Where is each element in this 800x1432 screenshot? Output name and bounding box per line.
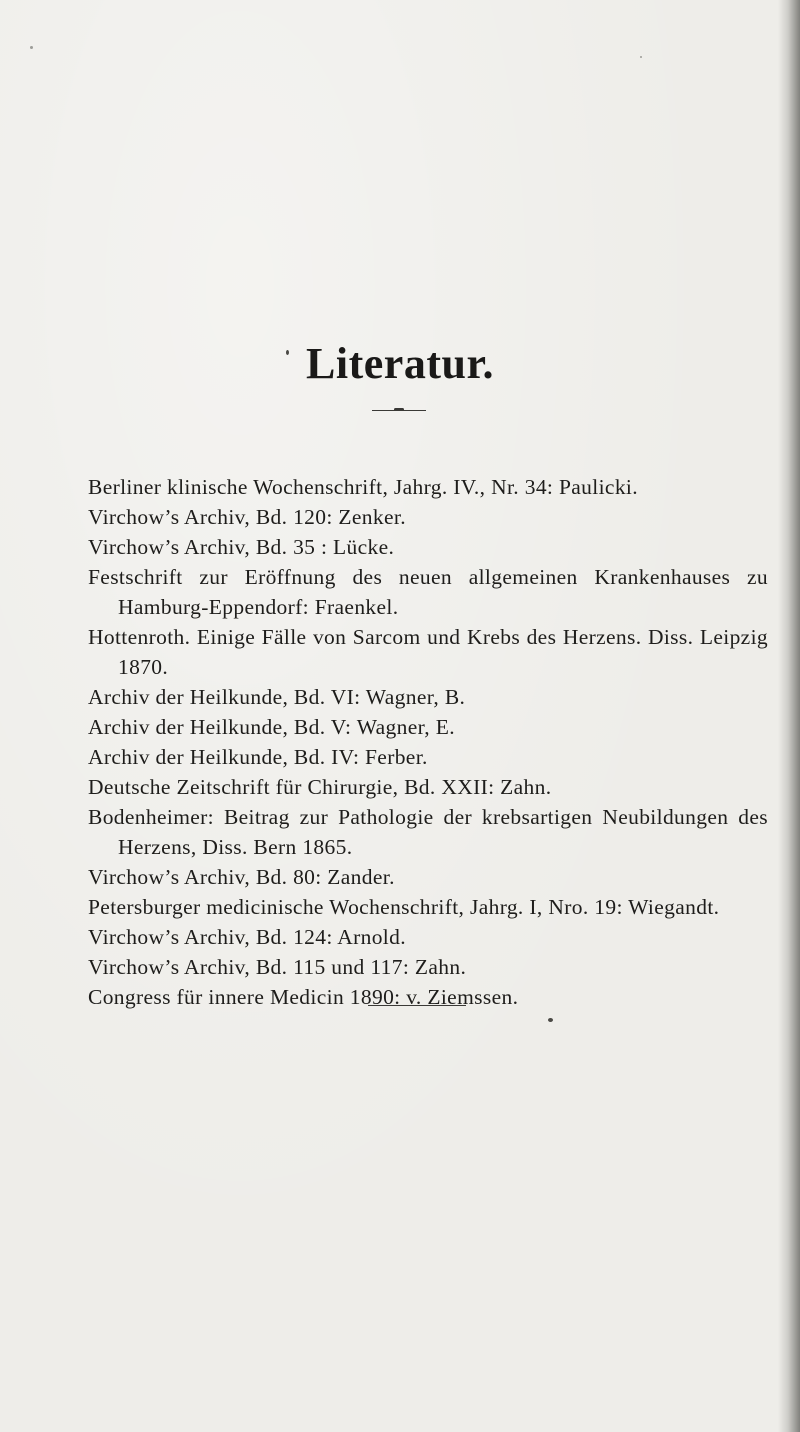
print-speck	[286, 350, 289, 355]
end-divider	[368, 1005, 466, 1006]
print-speck	[30, 46, 33, 49]
title-divider	[372, 410, 426, 411]
reference-item: Deutsche Zeitschrift für Chirurgie, Bd. XXII: Zahn.	[88, 775, 552, 799]
reference-item: Virchow’s Archiv, Bd. 35 : Lücke.	[88, 535, 395, 559]
reference-item: Virchow’s Archiv, Bd. 80: Zander.	[88, 865, 395, 889]
page-title: Literatur.	[306, 339, 494, 388]
print-speck	[640, 56, 642, 58]
reference-item: Archiv der Heilkunde, Bd. V: Wagner, E.	[88, 715, 455, 739]
reference-item: Virchow’s Archiv, Bd. 115 und 117: Zahn.	[88, 955, 467, 979]
reference-item: Archiv der Heilkunde, Bd. VI: Wagner, B.	[88, 685, 466, 709]
reference-item: Virchow’s Archiv, Bd. 124: Arnold.	[88, 925, 406, 949]
reference-item: Bodenheimer: Beitrag zur Pathologie der krebsartigen Neubildungen des Herzens, Diss. Bern 1865.	[88, 805, 768, 859]
reference-item: Hottenroth. Einige Fälle von Sarcom und Krebs des Herzens. Diss. Leipzig 1870.	[88, 625, 768, 679]
reference-item: Archiv der Heilkunde, Bd. IV: Ferber.	[88, 745, 428, 769]
reference-item: Berliner klinische Wochenschrift, Jahrg. IV., Nr. 34: Paulicki.	[88, 475, 638, 499]
reference-item: Petersburger medicinische Wochenschrift, Jahrg. I, Nro. 19: Wiegandt.	[88, 895, 720, 919]
reference-list	[88, 472, 768, 1012]
print-speck	[548, 1018, 553, 1022]
reference-item: Congress für innere Medicin 1890: v. Ziemssen.	[88, 985, 519, 1009]
reference-item: Festschrift zur Eröffnung des neuen allgemeinen Krankenhauses zu Hamburg-Eppendorf: Fraenkel.	[88, 565, 768, 619]
page-edge-shadow	[778, 0, 800, 1432]
reference-item: Virchow’s Archiv, Bd. 120: Zenker.	[88, 505, 406, 529]
